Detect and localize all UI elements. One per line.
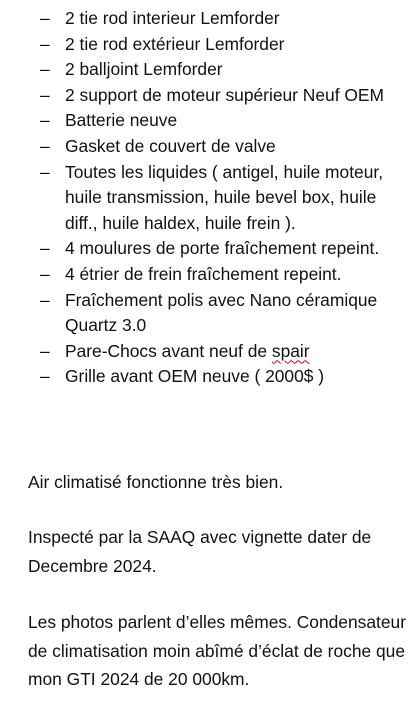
parts-list	[40, 6, 410, 390]
bullet-dash: –	[40, 59, 50, 80]
ac-paragraph: Air climatisé fonctionne très bien.	[28, 472, 284, 492]
list-item	[40, 288, 410, 339]
list-item-text: Fraîchement polis avec Nano céramique Quartz 3.0	[65, 289, 378, 336]
bullet-dash: –	[40, 135, 50, 156]
list-item-text: Grille avant OEM neuve ( 2000$ )	[65, 366, 325, 387]
bullet-dash: –	[40, 33, 50, 54]
list-item-text: Gasket de couvert de valve	[65, 135, 276, 156]
list-item	[40, 364, 410, 390]
bullet-dash: –	[40, 161, 50, 182]
list-item-text: Batterie neuve	[65, 110, 178, 131]
bullet-dash: –	[40, 366, 50, 387]
list-item-text: 2 balljoint Lemforder	[65, 59, 223, 80]
list-item	[40, 134, 410, 160]
bullet-dash: –	[40, 289, 50, 310]
list-item-text: 4 étrier de frein fraîchement repeint.	[65, 263, 342, 284]
list-item-text: 2 tie rod interieur Lemforder	[65, 8, 280, 28]
inspection-paragraph: Inspecté par la SAAQ avec vignette dater de Decembre 2024.	[28, 527, 372, 576]
list-item	[40, 6, 410, 32]
list-item-text: 2 tie rod extérieur Lemforder	[65, 33, 285, 54]
list-item-text: Pare-Chocs avant neuf de	[65, 340, 272, 361]
list-item	[40, 83, 410, 109]
list-item	[40, 160, 410, 237]
list-item-text: 4 moulures de porte fraîchement repeint.	[65, 238, 380, 259]
photos-paragraph: Les photos parlent d’elles mêmes. Condensateur de climatisation moin abîmé d’éclat de roche que mon GTI 2024 de 20 000km.	[28, 612, 406, 689]
list-item	[40, 32, 410, 58]
list-item	[40, 339, 410, 365]
bullet-dash: –	[40, 110, 50, 131]
bullet-dash: –	[40, 8, 50, 28]
misspelled-word[interactable]: spair	[271, 340, 310, 361]
list-item-text: 2 support de moteur supérieur Neuf OEM	[65, 84, 384, 105]
list-item	[40, 57, 410, 83]
list-item	[40, 108, 410, 134]
bullet-dash: –	[40, 263, 50, 284]
list-item-text: Toutes les liquides ( antigel, huile moteur, huile transmission, huile bevel box, huile diff., huile haldex, huile frein ).	[65, 161, 384, 233]
list-item	[40, 236, 410, 262]
bullet-dash: –	[40, 340, 50, 361]
bullet-dash: –	[40, 84, 50, 105]
bullet-dash: –	[40, 238, 50, 259]
list-item	[40, 262, 410, 288]
